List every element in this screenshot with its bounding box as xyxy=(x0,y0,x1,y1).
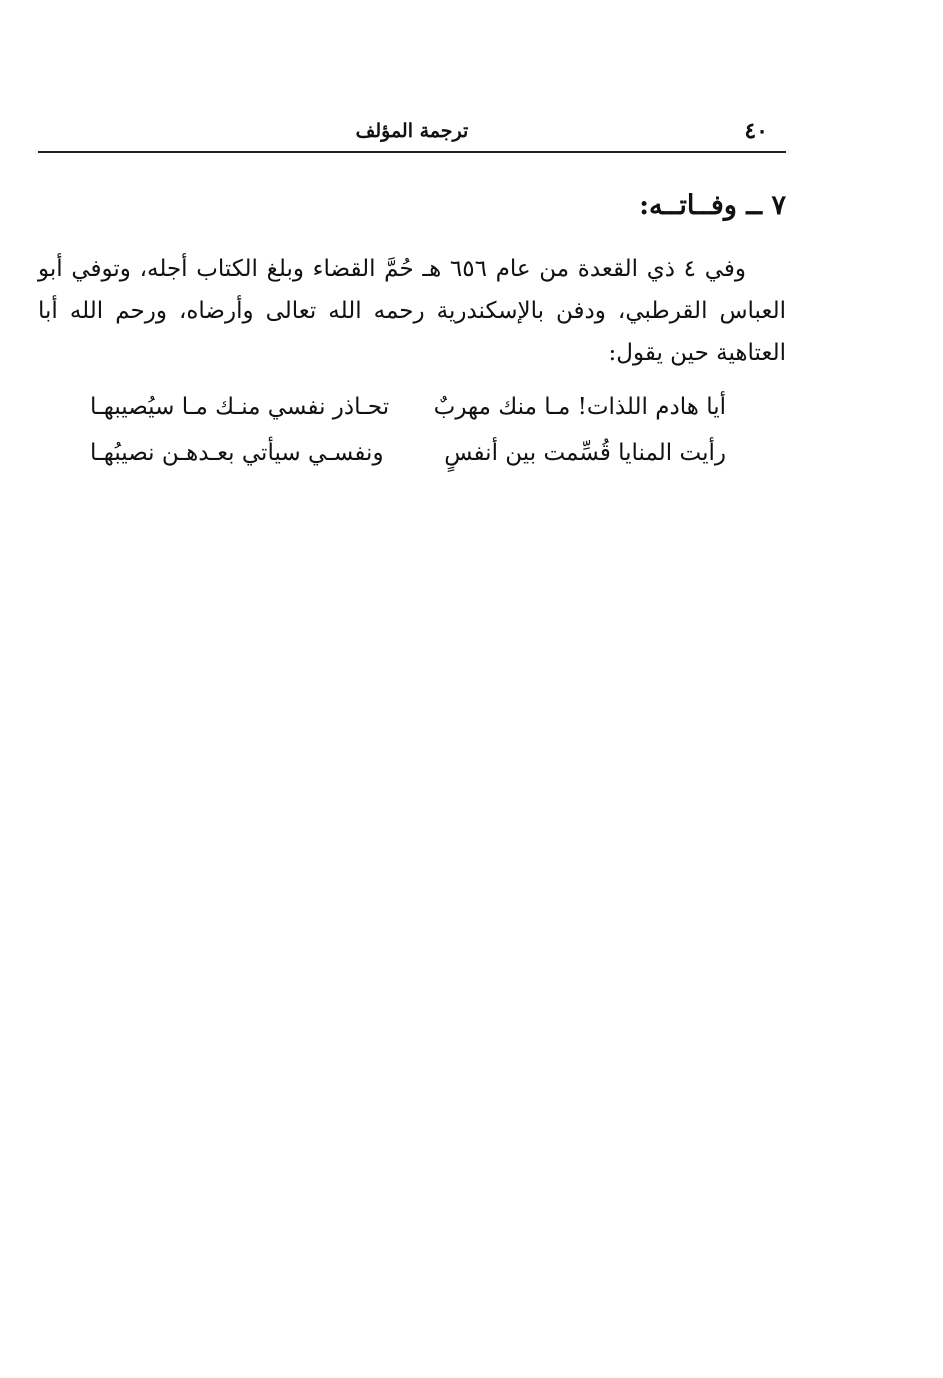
poem xyxy=(90,384,726,476)
page-header xyxy=(38,118,786,148)
header-rule xyxy=(38,151,786,153)
paragraph-text: وفي ٤ ذي القعدة من عام ٦٥٦ هـ حُمَّ القضاء وبلغ الكتاب أجله، وتوفي أبو العباس القرطبي، ودفن بالإسكندرية رحمه الله تعالى وأرضاه، ورحم الله أبا العتاهية حين يقول: xyxy=(38,256,786,366)
running-title: ترجمة المؤلف xyxy=(355,120,469,142)
verse-first-hemistich: أيا هادم اللذات! مـا منك مهربٌ xyxy=(433,394,726,420)
poem-verse xyxy=(90,384,726,430)
verse-first-hemistich: رأيت المنايا قُسِّمت بين أنفسٍ xyxy=(444,440,726,466)
poem-verse xyxy=(90,430,726,476)
section-heading: ٧ ــ وفــاتــه: xyxy=(639,190,786,221)
body-paragraph xyxy=(38,248,786,374)
page-number: ٤٠ xyxy=(744,118,768,144)
verse-second-hemistich: ونفسـي سيأتي بعـدهـن نصيبُهـا xyxy=(90,440,384,466)
verse-second-hemistich: تحـاذر نفسي منـك مـا سيُصيبهـا xyxy=(90,394,390,420)
